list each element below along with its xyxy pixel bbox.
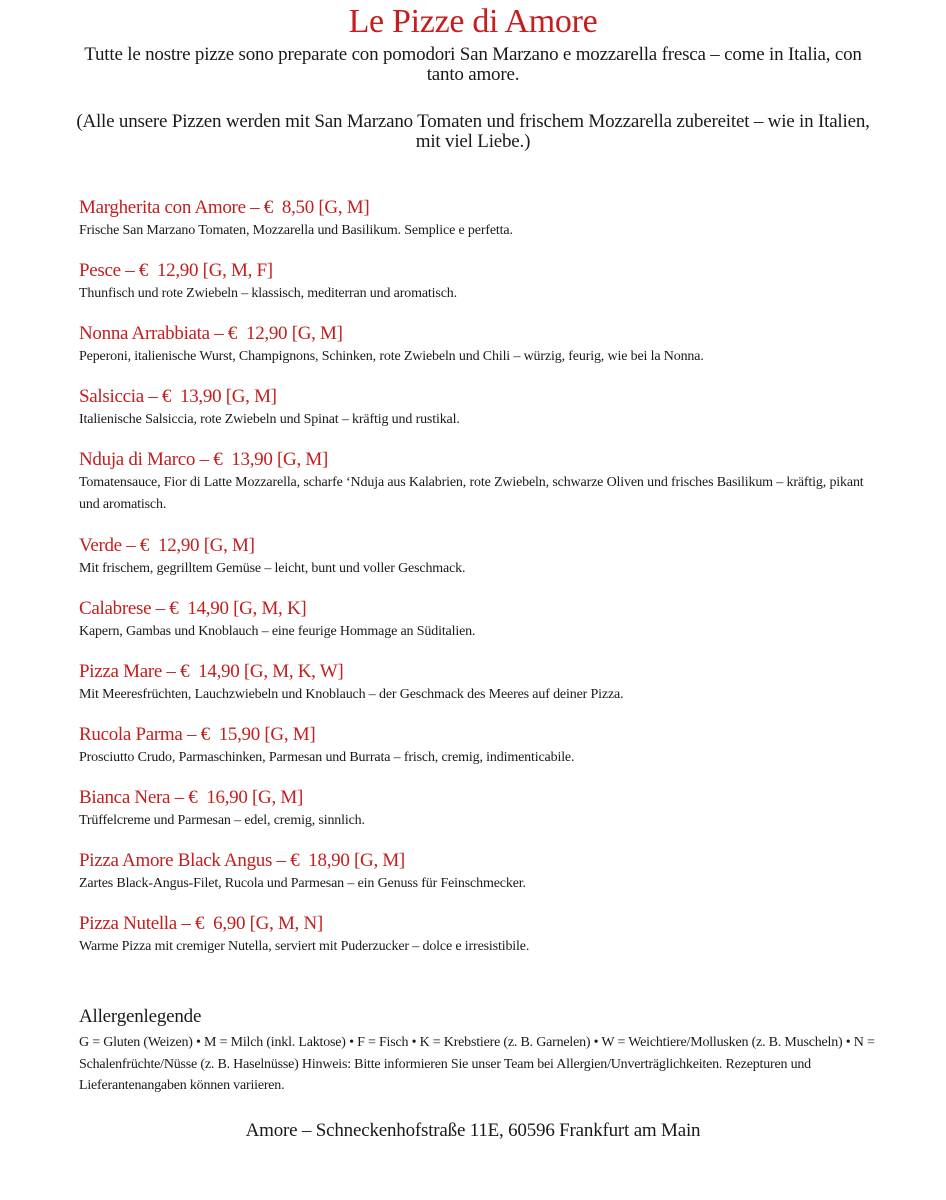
menu-item (79, 849, 879, 912)
menu-item-title: Verde – € 12,90 [G, M] (79, 535, 255, 556)
menu-item (79, 385, 879, 448)
intro-italian: Tutte le nostre pizze sono preparate con pomodori San Marzano e mozzarella fresca – come in Italia, con tanto amore. (84, 44, 862, 85)
pizza-menu-list (79, 196, 879, 975)
menu-item-title: Calabrese – € 14,90 [G, M, K] (79, 598, 307, 619)
menu-item-title: Pizza Nutella – € 6,90 [G, M, N] (79, 913, 323, 934)
menu-item-title: Pesce – € 12,90 [G, M, F] (79, 260, 273, 281)
menu-item-title: Bianca Nera – € 16,90 [G, M] (79, 787, 303, 808)
menu-item-description: Kapern, Gambas und Knoblauch – eine feurige Hommage an Süditalien. (79, 624, 476, 639)
menu-item (79, 259, 879, 322)
menu-item-description: Trüffelcreme und Parmesan – edel, cremig, sinnlich. (79, 813, 365, 828)
intro-german: (Alle unsere Pizzen werden mit San Marzano Tomaten und frischem Mozzarella zubereitet – wie in Italien, mit viel Liebe.) (76, 111, 870, 152)
menu-item (79, 912, 879, 975)
menu-item-title: Nonna Arrabbiata – € 12,90 [G, M] (79, 323, 343, 344)
menu-item-title: Pizza Mare – € 14,90 [G, M, K, W] (79, 661, 344, 682)
menu-item-title: Margherita con Amore – € 8,50 [G, M] (79, 197, 370, 218)
legend-text: G = Gluten (Weizen) • M = Milch (inkl. Laktose) • F = Fisch • K = Krebstiere (z. B. Garnelen) • W = Weichtiere/Mollusken (z. B. Muscheln) • N = Schalenfrüchte/Nüsse (z. B. Haselnüsse) Hinweis: Bitte informieren Sie unser Team bei Allergien/Unverträglichkeiten. Rezepturen und Lieferantenangaben können variieren. (79, 1035, 875, 1093)
menu-item-title: Pizza Amore Black Angus – € 18,90 [G, M] (79, 850, 405, 871)
menu-item-description: Tomatensauce, Fior di Latte Mozzarella, scharfe ‘Nduja aus Kalabrien, rote Zwiebeln, schwarze Oliven und frisches Basilikum – kräftig, pikant und aromatisch. (79, 475, 864, 512)
menu-item (79, 597, 879, 660)
menu-item-title: Nduja di Marco – € 13,90 [G, M] (79, 449, 328, 470)
menu-item (79, 723, 879, 786)
menu-item-title: Rucola Parma – € 15,90 [G, M] (79, 724, 316, 745)
menu-item-description: Mit frischem, gegrilltem Gemüse – leicht, bunt und voller Geschmack. (79, 561, 466, 576)
menu-item (79, 322, 879, 385)
menu-item-description: Peperoni, italienische Wurst, Champignons, Schinken, rote Zwiebeln und Chili – würzig, feurig, wie bei la Nonna. (79, 349, 704, 364)
allergen-legend (79, 1004, 879, 1097)
menu-item-description: Zartes Black-Angus-Filet, Rucola und Parmesan – ein Genuss für Feinschmecker. (79, 876, 526, 891)
menu-item-description: Mit Meeresfrüchten, Lauchzwiebeln und Knoblauch – der Geschmack des Meeres auf deiner Pizza. (79, 687, 624, 702)
menu-item-description: Italienische Salsiccia, rote Zwiebeln und Spinat – kräftig und rustikal. (79, 412, 460, 427)
menu-item-title: Salsiccia – € 13,90 [G, M] (79, 386, 277, 407)
page-title: Le Pizze di Amore (348, 3, 598, 40)
restaurant-address: Amore – Schneckenhofstraße 11E, 60596 Frankfurt am Main (245, 1120, 701, 1141)
menu-item (79, 660, 879, 723)
legend-title: Allergenlegende (79, 1006, 202, 1027)
menu-item-description: Frische San Marzano Tomaten, Mozzarella und Basilikum. Semplice e perfetta. (79, 223, 513, 238)
menu-item-description: Prosciutto Crudo, Parmaschinken, Parmesan und Burrata – frisch, cremig, indimenticabile. (79, 750, 575, 765)
menu-item (79, 196, 879, 259)
menu-item (79, 534, 879, 597)
menu-item (79, 786, 879, 849)
menu-item (79, 448, 879, 534)
menu-item-description: Warme Pizza mit cremiger Nutella, serviert mit Puderzucker – dolce e irresistibile. (79, 939, 530, 954)
menu-item-description: Thunfisch und rote Zwiebeln – klassisch, mediterran und aromatisch. (79, 286, 457, 301)
